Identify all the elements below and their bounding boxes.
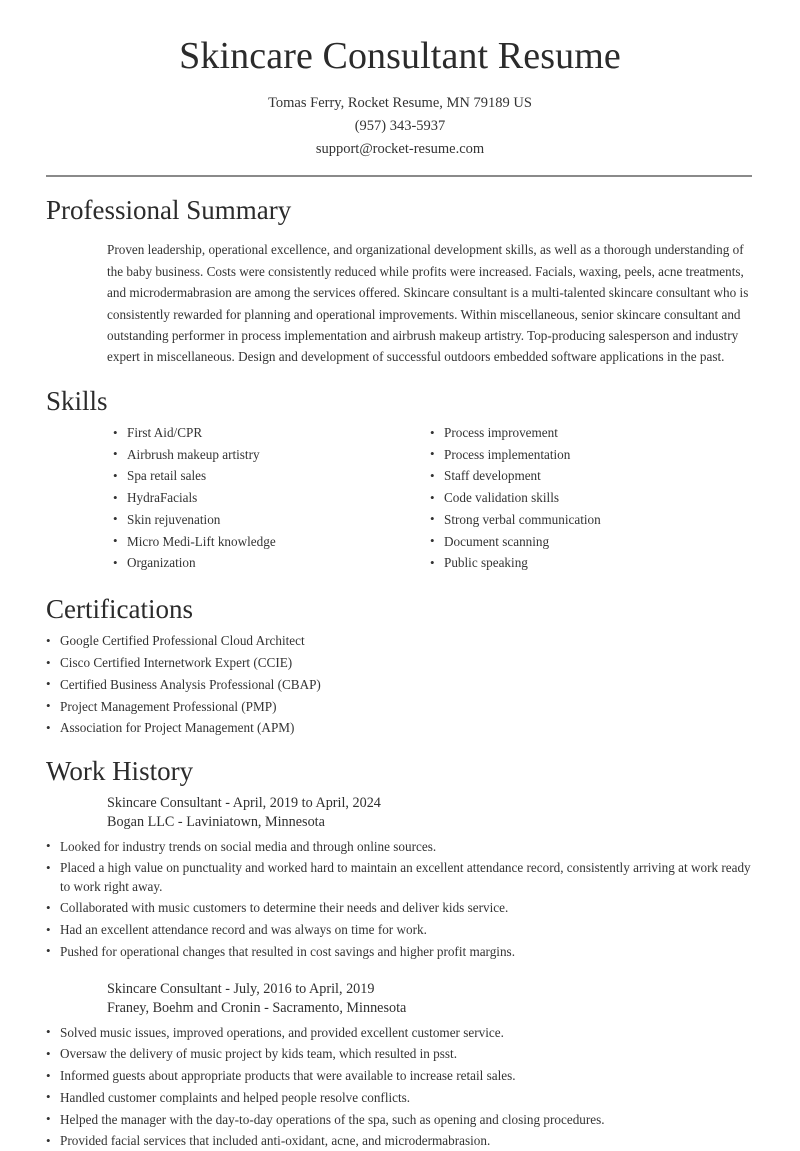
section-heading-work-history: Work History (46, 755, 194, 786)
list-item: • Staff development (430, 467, 747, 485)
list-item: • Informed guests about appropriate products that were available to increase retail sales. (46, 1067, 752, 1085)
contact-phone: (957) 343-5937 (354, 117, 446, 134)
job-company-line: Franey, Boehm and Cronin - Sacramento, Minnesota (107, 999, 407, 1016)
job-title-line: Skincare Consultant - April, 2019 to April, 2024 (107, 794, 381, 811)
list-item: • Code validation skills (430, 489, 747, 507)
skills-column-right (430, 424, 747, 576)
list-item: • Association for Project Management (APM) (46, 719, 752, 737)
section-heading-professional-summary: Professional Summary (46, 194, 292, 225)
list-item: • Airbrush makeup artistry (113, 446, 430, 464)
list-item: • Process improvement (430, 424, 747, 442)
contact-info (0, 92, 800, 161)
list-item: • Provided facial services that included anti-oxidant, acne, and microdermabrasion. (46, 1132, 752, 1150)
list-item: • Spa retail sales (113, 467, 430, 485)
job-title-line: Skincare Consultant - July, 2016 to April, 2019 (107, 980, 375, 997)
list-item: • Skin rejuvenation (113, 511, 430, 529)
section-certifications (0, 593, 800, 737)
skills-columns (113, 424, 752, 576)
contact-address: Tomas Ferry, Rocket Resume, MN 79189 US (268, 95, 532, 112)
list-item: • Certified Business Analysis Professional (CBAP) (46, 676, 752, 694)
list-item: • First Aid/CPR (113, 424, 430, 442)
section-heading-certifications: Certifications (46, 594, 193, 625)
list-item: • Placed a high value on punctuality and worked hard to maintain an excellent attendance record, consistently arriving at work ready to work right away. (46, 859, 752, 895)
list-item: • Pushed for operational changes that resulted in cost savings and higher profit margins. (46, 943, 752, 961)
section-work-history (0, 755, 800, 1151)
list-item: • Process implementation (430, 446, 747, 464)
job-responsibilities (46, 838, 752, 961)
certifications-list (46, 632, 752, 737)
job-responsibilities (46, 1024, 752, 1151)
job-company-line: Bogan LLC - Laviniatown, Minnesota (107, 813, 325, 830)
header-divider (46, 175, 752, 177)
list-item: • Google Certified Professional Cloud Architect (46, 632, 752, 650)
list-item: • Strong verbal communication (430, 511, 747, 529)
section-skills (0, 385, 800, 576)
list-item: • Helped the manager with the day-to-day operations of the spa, such as opening and closing procedures. (46, 1111, 752, 1129)
list-item: • Handled customer complaints and helped people resolve conflicts. (46, 1089, 752, 1107)
work-history-list (46, 794, 752, 1151)
job-heading (107, 980, 752, 1018)
list-item: • Oversaw the delivery of music project by kids team, which resulted in psst. (46, 1045, 752, 1063)
list-item: • Had an excellent attendance record and was always on time for work. (46, 921, 752, 939)
list-item: • HydraFacials (113, 489, 430, 507)
list-item: • Organization (113, 554, 430, 572)
list-item: • Collaborated with music customers to determine their needs and deliver kids service. (46, 899, 752, 917)
list-item: • Project Management Professional (PMP) (46, 698, 752, 716)
list-item: • Solved music issues, improved operations, and provided excellent customer service. (46, 1024, 752, 1042)
page-title: Skincare Consultant Resume (179, 35, 621, 77)
work-history-entry (46, 794, 752, 961)
job-heading (107, 794, 752, 832)
section-heading-skills: Skills (46, 385, 108, 416)
list-item: • Micro Medi-Lift knowledge (113, 533, 430, 551)
list-item: • Cisco Certified Internetwork Expert (CCIE) (46, 654, 752, 672)
skills-column-left (113, 424, 430, 576)
professional-summary-text: Proven leadership, operational excellence, and organizational development skills, as well as a thorough understanding of the baby business. Costs were consistently reduced while profits were increased. Facials, waxing, peels, acne treatments, and microdermabrasion are among the services offered. Skincare consultant is a multi-talented skincare consultant who is consistently rewarded for planning and operational improvements. Within miscellaneous, senior skincare consultant and outstanding performer in process implementation and airbrush makeup artistry. Top-producing salesperson and industry expert in miscellaneous. Design and development of successful outdoors embedded software applications in the past. (107, 242, 749, 365)
resume-header (0, 0, 800, 161)
list-item: • Public speaking (430, 554, 747, 572)
contact-email: support@rocket-resume.com (315, 140, 485, 157)
list-item: • Looked for industry trends on social media and through online sources. (46, 838, 752, 856)
list-item: • Document scanning (430, 533, 747, 551)
section-professional-summary (0, 194, 800, 368)
work-history-entry (46, 980, 752, 1151)
